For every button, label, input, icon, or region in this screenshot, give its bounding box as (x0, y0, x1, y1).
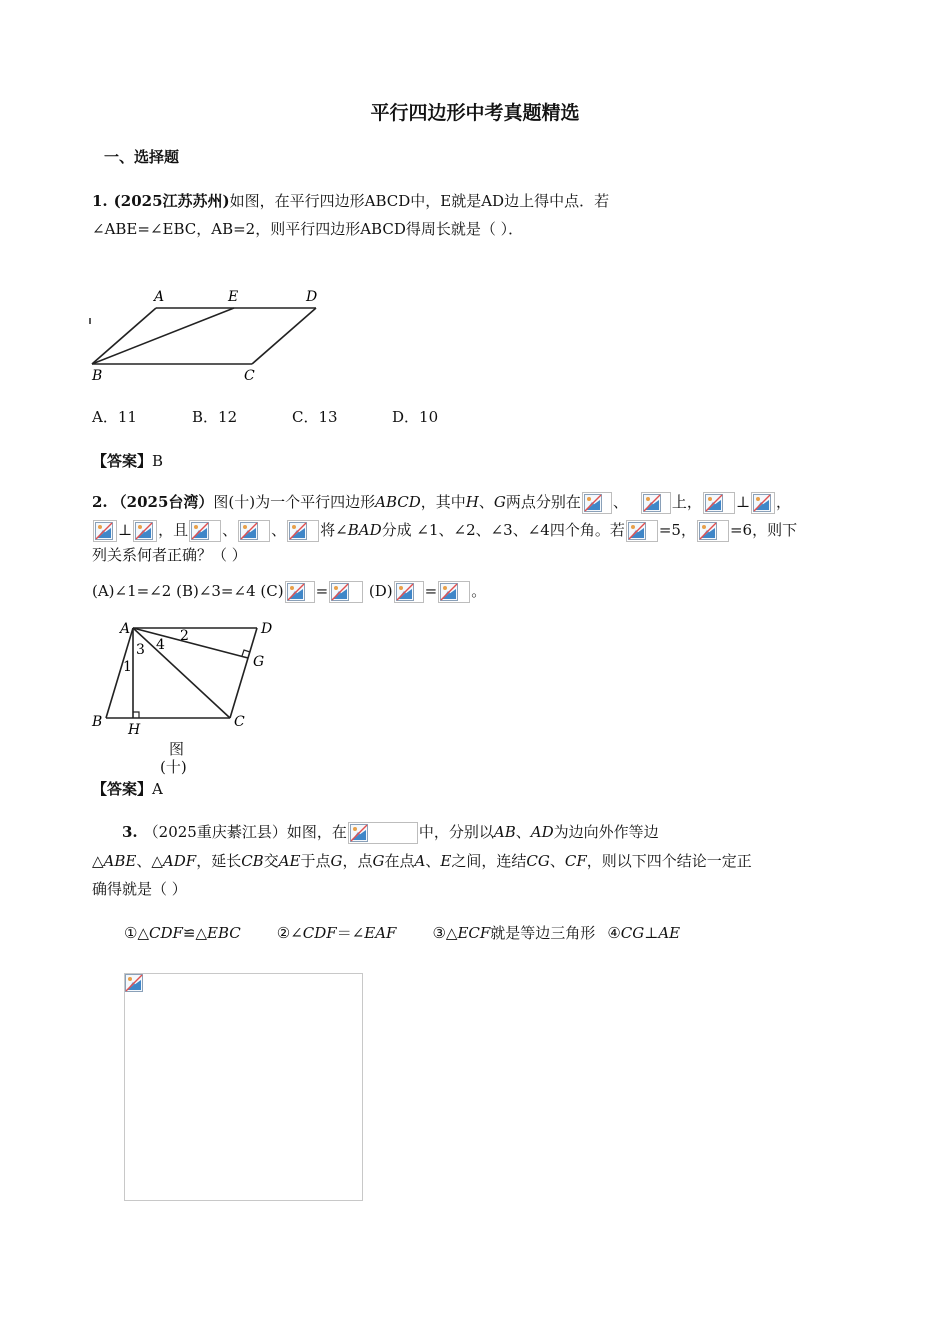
q3-text: ，则以下四个结论一定正 (586, 852, 752, 870)
q2-text: =5， (658, 521, 696, 539)
q1-label-b: B (92, 368, 103, 384)
q3-line3: 确得就是（ ） (92, 880, 187, 898)
q3-var: G (372, 852, 385, 870)
q3-number: 3. (122, 823, 138, 841)
q1-label-d: D (306, 289, 318, 305)
broken-image-icon (582, 492, 612, 514)
broken-image-icon (238, 520, 270, 542)
broken-image-icon (394, 581, 424, 603)
q2-label-a: A (120, 621, 131, 637)
q2-text: 图(十)为一个平行四边形 (213, 493, 376, 511)
q2-text: 、 (222, 521, 238, 539)
q1-label-e: E (228, 289, 239, 305)
q3-text: 在点 (384, 852, 415, 870)
q3-text: ①△ (124, 924, 149, 942)
q1-option-a: A．11 (92, 408, 137, 426)
q3-text: 中，分别以 (418, 823, 494, 841)
q2-label-c: C (234, 714, 245, 730)
broken-image-icon (697, 520, 729, 542)
q2-label-b: B (92, 714, 103, 730)
q2-answer-label: 【答案】 (92, 780, 153, 798)
q3-var: ECF (457, 924, 491, 942)
q2-angle-1: 1 (123, 659, 132, 675)
q1-text-line2: ∠ABE=∠EBC，AB=2，则平行四边形ABCD得周长就是（ ）． (92, 220, 524, 238)
q3-var: ADF (162, 852, 197, 870)
q3-var: CDF (148, 924, 183, 942)
q1-option-c: C．13 (292, 408, 338, 426)
q3-var: AB (493, 823, 516, 841)
q3-text: ≌△ (182, 924, 208, 942)
q3-line2 (92, 850, 752, 871)
q2-figure-caption: 图 (169, 740, 185, 758)
q2-number: 2. (92, 493, 108, 511)
q3-text: ③△ (432, 924, 458, 942)
broken-image-icon (133, 520, 157, 542)
broken-image-icon (641, 492, 671, 514)
q2-text: =6，则下 (729, 521, 798, 539)
q2-figure-caption-number: (十) (160, 758, 187, 776)
q3-text: ②∠ (276, 924, 303, 942)
q2-var: H (465, 493, 479, 511)
q2-text: 两点分别在 (505, 493, 581, 511)
q1-parallelogram-figure (86, 286, 326, 386)
q2-text: 上， (671, 493, 702, 511)
q1-text-line1: 如图，在平行四边形ABCD中，E就是AD边上得中点．若 (229, 192, 610, 210)
q2-text: (D) (364, 582, 393, 600)
q1-answer (92, 450, 163, 471)
q2-label-d: D (261, 621, 273, 637)
q3-var: EAF (364, 924, 397, 942)
q2-options (92, 580, 486, 603)
q2-angle-3: 3 (136, 642, 145, 658)
q3-text: 、 (515, 823, 531, 841)
q3-text: ④ (607, 924, 621, 942)
broken-image-icon (348, 822, 418, 844)
q2-line2 (92, 519, 797, 542)
q3-var: ABE (103, 852, 137, 870)
q3-text: ，点 (342, 852, 373, 870)
q3-line1 (122, 821, 659, 844)
broken-image-icon (438, 581, 470, 603)
q3-text: 、△ (136, 852, 163, 870)
q3-var: E (440, 852, 452, 870)
q2-text: ， (776, 493, 792, 511)
q2-text: ⊥ (118, 521, 133, 539)
q3-var: AD (530, 823, 554, 841)
q3-text: 就是等边三角形 (490, 924, 596, 942)
q3-text: 之间，连结 (451, 852, 527, 870)
q3-var: EBC (207, 924, 241, 942)
q2-text: 。 (471, 582, 487, 600)
q3-text: ，延长 (196, 852, 242, 870)
q2-text: ⊥ (735, 493, 751, 511)
q2-text: = (315, 582, 329, 600)
q2-answer (92, 778, 163, 799)
broken-image-icon (125, 974, 145, 994)
q3-text: 如图，在 (286, 823, 347, 841)
broken-image-icon (189, 520, 221, 542)
broken-image-icon (93, 520, 117, 542)
q1-source: (2025江苏苏州) (113, 192, 230, 210)
q1-answer-label: 【答案】 (92, 452, 153, 470)
q3-conclusions (124, 922, 680, 943)
q2-source: （2025台湾） (111, 493, 214, 511)
broken-image-icon (751, 492, 775, 514)
q2-text: 、 (271, 521, 287, 539)
q3-text: 于点 (300, 852, 331, 870)
q2-text: = (424, 582, 438, 600)
q1-answer-value: B (152, 452, 164, 470)
q1-label-c: C (244, 368, 255, 384)
q3-var: CG (620, 924, 645, 942)
q2-angle-4: 4 (156, 637, 165, 653)
q2-answer-value: A (152, 780, 163, 798)
q2-text: 、 (612, 493, 628, 511)
broken-image-icon (703, 492, 735, 514)
q3-figure-placeholder (124, 973, 363, 1201)
q3-text: 、 (425, 852, 441, 870)
q3-var: A (414, 852, 426, 870)
q3-text: ＝∠ (336, 924, 365, 942)
q3-var: CG (526, 852, 550, 870)
q3-text: 交 (263, 852, 279, 870)
q3-var: AE (278, 852, 301, 870)
q1-line1 (92, 190, 609, 211)
q1-option-d: D．10 (392, 408, 439, 426)
q2-label-g: G (253, 654, 265, 670)
q1-number: 1. (92, 192, 108, 210)
q2-line1 (92, 491, 791, 514)
broken-image-icon (287, 520, 319, 542)
q3-var: AE (658, 924, 681, 942)
q2-var: G (493, 493, 506, 511)
q3-var: G (330, 852, 343, 870)
broken-image-icon (285, 581, 315, 603)
q2-text: 将∠ (320, 521, 348, 539)
q2-label-h: H (128, 722, 141, 738)
q2-parallelogram-figure (88, 616, 288, 776)
broken-image-icon (329, 581, 363, 603)
q2-text: 分成 ∠1、∠2、∠3、∠4四个角。若 (381, 521, 625, 539)
q2-var: ABCD (375, 493, 421, 511)
q2-line3: 列关系何者正确？（ ） (92, 546, 247, 564)
q2-text: (A)∠1=∠2 (B)∠3=∠4 (C) (92, 582, 284, 600)
q3-text: △ (92, 852, 104, 870)
q2-text: ，其中 (420, 493, 466, 511)
section-heading: 一、选择题 (104, 148, 180, 166)
page-title: 平行四边形中考真题精选 (370, 102, 580, 124)
q2-angle-2: 2 (180, 628, 189, 644)
q1-option-b: B．12 (192, 408, 238, 426)
q2-var: BAD (347, 521, 382, 539)
q3-var: CF (564, 852, 587, 870)
q1-label-a: A (154, 289, 165, 305)
q3-text: 为边向外作等边 (553, 823, 659, 841)
q2-text: 、 (478, 493, 494, 511)
broken-image-icon (626, 520, 658, 542)
q2-text: ，且 (158, 521, 189, 539)
q3-text: 、 (549, 852, 565, 870)
q3-source: （2025重庆綦江县） (143, 823, 287, 841)
q3-var: CDF (302, 924, 337, 942)
q3-var: CB (241, 852, 264, 870)
q3-text: ⊥ (644, 924, 659, 942)
